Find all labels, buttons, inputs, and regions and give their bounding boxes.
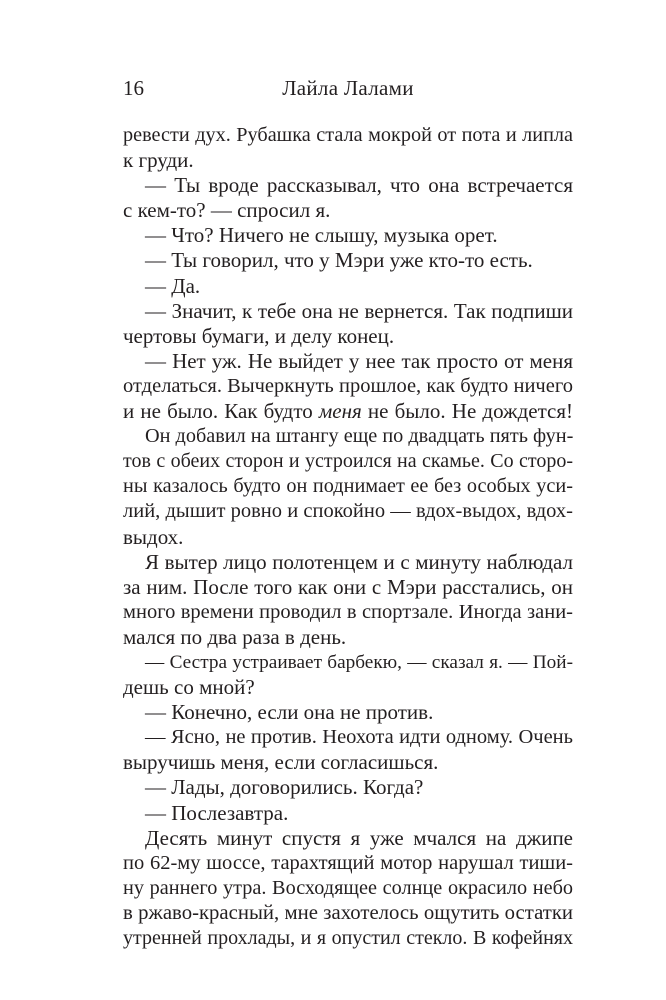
text-line: выручишь меня, если согласишься. xyxy=(123,750,439,775)
text-line: дешь со мной? xyxy=(123,675,255,700)
text-line: за ним. После того как они с Мэри расстались, он xyxy=(123,574,573,599)
text-line xyxy=(123,399,573,424)
text-line: — Сестра устраивает барбекю, — сказал я. — Пой- xyxy=(145,651,573,673)
running-head xyxy=(123,74,573,102)
text-line: в ржаво-красный, мне захотелось ощутить остатки xyxy=(123,901,573,924)
text-line: — Значит, к тебе она не вернется. Так подпиши xyxy=(145,298,573,323)
italic-emphasis: меня xyxy=(318,399,362,424)
text-line: — Конечно, если она не против. xyxy=(145,700,434,725)
text-line: тов с обеих сторон и устроился на скамье. Со сторо- xyxy=(123,450,573,473)
text-line: Десять минут спустя я уже мчался на джипе xyxy=(145,825,573,850)
text-line: ревести дух. Рубашка стала мокрой от пота и липла xyxy=(123,124,573,146)
text-line: — Ясно, не против. Неохота идти одному. Очень xyxy=(145,726,573,749)
text-line: ну раннего утра. Восходящее солнце окрасило небо xyxy=(123,876,573,899)
text-line: — Ты вроде рассказывал, что она встречается xyxy=(145,173,573,198)
text-line: — Ты говорил, что у Мэри уже кто-то есть. xyxy=(145,248,533,273)
text-line: — Послезавтра. xyxy=(145,800,289,825)
text-line: — Лады, договорились. Когда? xyxy=(145,775,424,800)
text-line: — Что? Ничего не слышу, музыка орет. xyxy=(145,223,498,248)
text-line: Я вытер лицо полотенцем и с минуту наблюдал xyxy=(145,549,573,574)
text-line: Он добавил на штангу еще по двадцать пять фун- xyxy=(145,425,574,448)
body-text xyxy=(123,123,573,951)
text-line: лий, дышит ровно и спокойно — вдох-выдох, вдох- xyxy=(123,500,573,523)
text-line: к груди. xyxy=(123,148,194,173)
text-line: — Да. xyxy=(145,273,201,298)
text-segment: и не было. Как будто xyxy=(123,399,319,424)
text-segment: не было. Не дождется! xyxy=(361,399,573,424)
text-line: утренней прохлады, и я опустил стекло. В кофейнях xyxy=(123,927,573,949)
text-line: с кем-то? — спросил я. xyxy=(123,198,331,223)
text-line: — Нет уж. Не выйдет у нее так просто от меня xyxy=(145,348,573,373)
text-line: выдох. xyxy=(123,524,184,549)
text-line: чертовы бумаги, и делу конец. xyxy=(123,323,395,348)
text-line: ны казалось будто он поднимает ее без особых уси- xyxy=(123,475,573,498)
text-line: отделаться. Вычеркнуть прошлое, как будто ничего xyxy=(123,374,573,397)
text-line: много времени проводил в спортзале. Иногда зани- xyxy=(123,600,573,623)
text-line: по 62-му шоссе, тарахтящий мотор нарушал тиши- xyxy=(123,851,573,874)
running-head-author: Лайла Лалами xyxy=(282,76,414,100)
text-line: мался по два раза в день. xyxy=(123,624,347,649)
page-number: 16 xyxy=(123,76,144,100)
